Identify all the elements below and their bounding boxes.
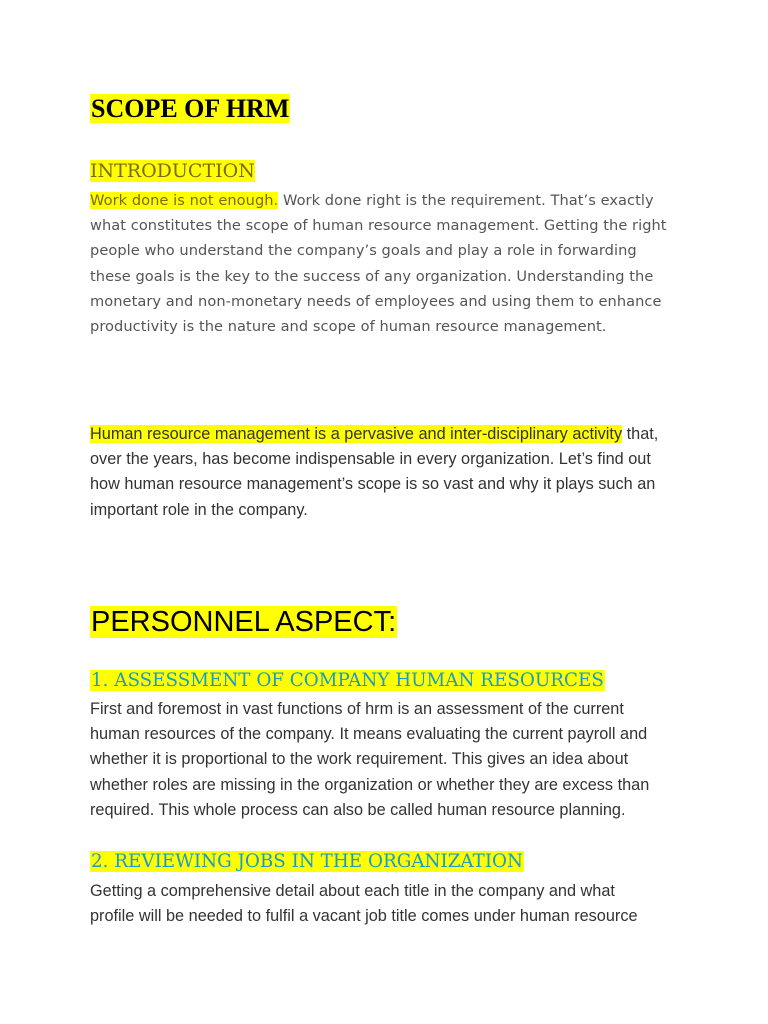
pervasive-line-1: that,	[622, 425, 659, 443]
document-title	[90, 92, 290, 126]
reviewing-jobs-paragraph	[90, 879, 710, 929]
assessment-line-1: First and foremost in vast functions of hrm is an assessment of the current	[90, 700, 624, 718]
assessment-line-3: whether it is proportional to the work requirement. This gives an idea about	[90, 750, 629, 769]
assessment-paragraph	[90, 697, 710, 823]
assessment-heading-text: 1. ASSESSMENT OF COMPANY HUMAN RESOURCES	[91, 670, 604, 691]
introduction-line-6: productivity is the nature and scope of human resource management.	[90, 318, 607, 336]
personnel-aspect-heading	[90, 602, 397, 642]
reviewing-jobs-line-2: profile will be needed to fulfil a vacant job title comes under human resource	[90, 907, 638, 926]
introduction-line-1: Work done right is the requirement. That’s exactly	[278, 192, 654, 209]
pervasive-paragraph	[90, 422, 700, 523]
pervasive-lead-highlight: Human resource management is a pervasive and inter-disciplinary activity	[90, 425, 623, 443]
assessment-heading	[90, 667, 605, 695]
reviewing-jobs-heading	[90, 848, 524, 876]
pervasive-line-3: how human resource management’s scope is so vast and why it plays such an	[90, 475, 656, 494]
assessment-line-2: human resources of the company. It means evaluating the current payroll and	[90, 725, 648, 744]
assessment-line-4: whether roles are missing in the organization or whether they are excess than	[90, 775, 650, 794]
personnel-aspect-heading-text: PERSONNEL ASPECT:	[91, 606, 397, 638]
pervasive-line-4: important role in the company.	[90, 500, 308, 519]
introduction-heading-text: INTRODUCTION	[90, 160, 255, 182]
introduction-paragraph	[90, 188, 690, 339]
assessment-line-5: required. This whole process can also be called human resource planning.	[90, 800, 626, 819]
introduction-lead-highlight: Work done is not enough.	[90, 192, 279, 209]
reviewing-jobs-heading-text: 2. REVIEWING JOBS IN THE ORGANIZATION	[91, 851, 524, 872]
reviewing-jobs-line-1: Getting a comprehensive detail about each title in the company and what	[90, 882, 615, 900]
introduction-line-2: what constitutes the scope of human resource management. Getting the right	[90, 217, 667, 235]
document-title-text: SCOPE OF HRM	[91, 94, 290, 123]
pervasive-line-2: over the years, has become indispensable in every organization. Let’s find out	[90, 450, 651, 469]
introduction-heading	[90, 157, 255, 185]
introduction-line-4: these goals is the key to the success of any organization. Understanding the	[90, 267, 654, 285]
introduction-line-5: monetary and non-monetary needs of employees and using them to enhance	[90, 292, 662, 310]
introduction-line-3: people who understand the company’s goals and play a role in forwarding	[90, 242, 637, 260]
